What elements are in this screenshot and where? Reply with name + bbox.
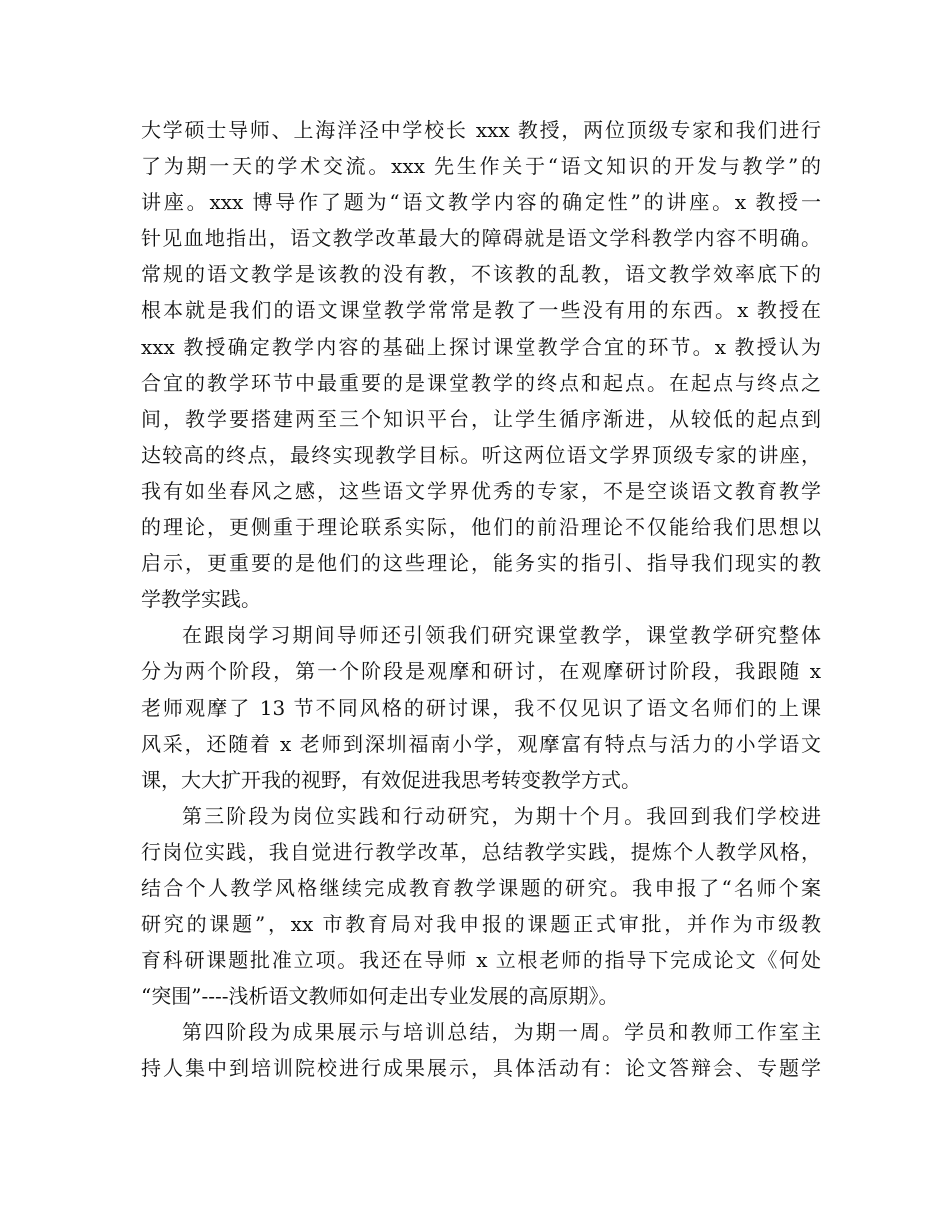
text-line: 风采，还随着 x 老师到深圳福南小学，观摩富有特点与活力的小学语文 [141, 731, 821, 756]
text-line: 大学硕士导师、上海洋泾中学校长 xxx 教授，两位顶级专家和我们进行 [141, 118, 821, 142]
text-line: 老师观摩了 13 节不同风格的研讨课，我不仅见识了语文名师们的上课 [141, 695, 821, 720]
text-line: 讲座。xxx 博导作了题为“语文教学内容的确定性”的讲座。x 教授一 [141, 190, 821, 215]
text-line: 常规的语文教学是该教的没有教，不该教的乱教，语文教学效率底下的 [141, 262, 821, 287]
text-line: “突围”----浅析语文教师如何走出专业发展的高原期》。 [141, 984, 619, 1009]
text-line: 持人集中到培训院校进行成果展示，具体活动有：论文答辩会、专题学 [141, 1056, 821, 1081]
text-line: 学教学实践。 [141, 587, 261, 612]
text-line: 课，大大扩开我的视野，有效促进我思考转变教学方式。 [141, 767, 641, 792]
text-line: 根本就是我们的语文课堂教学常常是教了一些没有用的东西。x 教授在 [141, 298, 821, 323]
text-line: 第三阶段为岗位实践和行动研究，为期十个月。我回到我们学校进 [182, 803, 821, 828]
body-text [141, 112, 821, 1087]
text-line: 了为期一天的学术交流。xxx 先生作关于“语文知识的开发与教学”的 [141, 154, 821, 179]
text-line: 育科研课题批准立项。我还在导师 x 立根老师的指导下完成论文《何处 [141, 948, 821, 973]
text-line: 的理论，更侧重于理论联系实际，他们的前沿理论不仅能给我们思想以 [141, 515, 821, 540]
text-line: 第四阶段为成果展示与培训总结，为期一周。学员和教师工作室主 [182, 1020, 821, 1045]
text-line: 间，教学要搭建两至三个知识平台，让学生循序渐进，从较低的起点到 [141, 406, 821, 431]
text-line: 我有如坐春风之感，这些语文学界优秀的专家，不是空谈语文教育教学 [141, 478, 821, 503]
text-line: 行岗位实践，我自觉进行教学改革，总结教学实践，提炼个人教学风格， [141, 839, 821, 864]
text-line: 针见血地指出，语文教学改革最大的障碍就是语文学科教学内容不明确。 [141, 226, 821, 251]
text-line: 结合个人教学风格继续完成教育教学课题的研究。我申报了“名师个案 [141, 875, 821, 900]
text-line: 在跟岗学习期间导师还引领我们研究课堂教学，课堂教学研究整体 [182, 623, 821, 648]
text-line: 研究的课题”，xx 市教育局对我申报的课题正式审批，并作为市级教 [141, 912, 821, 937]
text-line: 分为两个阶段，第一个阶段是观摩和研讨，在观摩研讨阶段，我跟随 x [141, 659, 821, 684]
text-line: 达较高的终点，最终实现教学目标。听这两位语文学界顶级专家的讲座， [141, 442, 821, 467]
text-line: 启示，更重要的是他们的这些理论，能务实的指引、指导我们现实的教 [141, 551, 821, 576]
text-line: 合宜的教学环节中最重要的是课堂教学的终点和起点。在起点与终点之 [141, 370, 821, 395]
text-line: xxx 教授确定教学内容的基础上探讨课堂教学合宜的环节。x 教授认为 [141, 334, 821, 359]
